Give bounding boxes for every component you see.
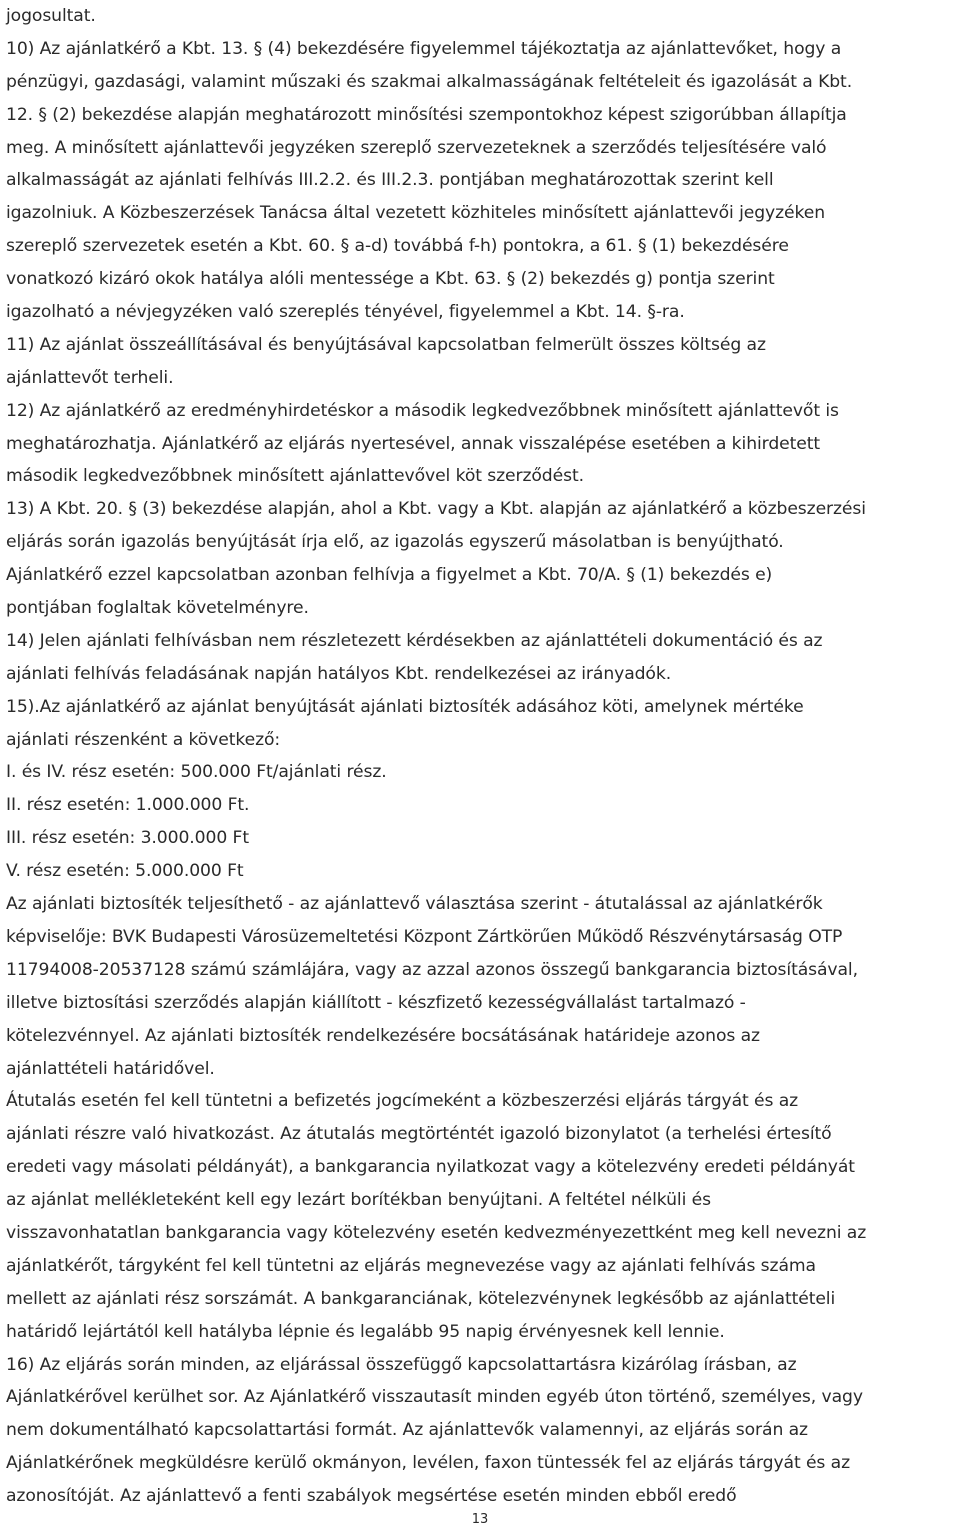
text-line: 12) Az ajánlatkérő az eredményhirdetéskor a második legkedvezőbbnek minősített ajánlattevőt is: [6, 400, 839, 421]
text-line: 11794008-20537128 számú számlájára, vagy az azzal azonos összegű bankgarancia biztosításával,: [6, 959, 858, 980]
text-line: ajánlati részre való hivatkozást. Az átutalás megtörténtét igazoló bizonylatot (a terhelési értesítő: [6, 1124, 832, 1145]
text-line: nem dokumentálható kapcsolattartási formát. Az ajánlattevők valamennyi, az eljárás során az: [6, 1420, 808, 1441]
text-line: Átutalás esetén fel kell tüntetni a befizetés jogcímeként a közbeszerzési eljárás tárgyát és az: [6, 1091, 799, 1112]
text-line: pénzügyi, gazdasági, valamint műszaki és szakmai alkalmasságának feltételeit és igazolását a Kbt.: [6, 71, 853, 92]
text-line: határidő lejártától kell hatályba lépnie és legalább 95 napig érvényesnek kell lennie.: [6, 1321, 725, 1342]
text-line: vonatkozó kizáró okok hatálya alóli mentessége a Kbt. 63. § (2) bekezdés g) pontja szerint: [6, 269, 775, 290]
text-line: 12. § (2) bekezdése alapján meghatározott minősítési szempontokhoz képest szigorúbban állapítja: [6, 104, 847, 125]
text-line: mellett az ajánlati rész sorszámát. A bankgaranciának, kötelezvénynek legkésőbb az ajánlattételi: [6, 1288, 836, 1309]
text-line: ajánlattételi határidővel.: [6, 1058, 215, 1079]
text-line: kötelezvénnyel. Az ajánlati biztosíték rendelkezésére bocsátásának határideje azonos az: [6, 1025, 760, 1046]
text-line: 11) Az ajánlat összeállításával és benyújtásával kapcsolatban felmerült összes költség az: [6, 334, 766, 355]
text-line: 15).Az ajánlatkérő az ajánlat benyújtását ajánlati biztosíték adásához köti, amelynek mértéke: [6, 696, 804, 717]
text-line: képviselője: BVK Budapesti Városüzemeltetési Központ Zártkörűen Működő Részvénytársaság OTP: [6, 926, 843, 947]
text-line: 13) A Kbt. 20. § (3) bekezdése alapján, ahol a Kbt. vagy a Kbt. alapján az ajánlatkérő a közbeszerzési: [6, 499, 866, 520]
text-line: Ajánlatkérővel kerülhet sor. Az Ajánlatkérő visszautasít minden egyéb úton történő, személyes, vagy: [6, 1387, 863, 1408]
text-line: igazolniuk. A Közbeszerzések Tanácsa által vezetett közhiteles minősített ajánlattevői jegyzéken: [6, 203, 826, 224]
text-line: meghatározhatja. Ajánlatkérő az eljárás nyertesével, annak visszalépése esetében a kihirdetett: [6, 433, 820, 454]
text-line: I. és IV. rész esetén: 500.000 Ft/ajánlati rész.: [6, 762, 387, 783]
body-text: [6, 0, 956, 1513]
text-line: az ajánlat mellékleteként kell egy lezárt borítékban benyújtani. A feltétel nélküli és: [6, 1190, 711, 1211]
text-line: II. rész esetén: 1.000.000 Ft.: [6, 795, 250, 816]
text-line: ajánlatkérőt, tárgyként fel kell tüntetni az eljárás megnevezése vagy az ajánlati felhívás száma: [6, 1255, 816, 1276]
text-line: 14) Jelen ajánlati felhívásban nem részletezett kérdésekben az ajánlattételi dokumentáció és az: [6, 630, 823, 651]
text-line: III. rész esetén: 3.000.000 Ft: [6, 828, 249, 849]
text-line: igazolható a névjegyzéken való szereplés tényével, figyelemmel a Kbt. 14. §-ra.: [6, 302, 685, 323]
text-line: eljárás során igazolás benyújtását írja elő, az igazolás egyszerű másolatban is benyújtható.: [6, 532, 784, 553]
page-number: 13: [471, 1512, 489, 1527]
text-line: 16) Az eljárás során minden, az eljárással összefüggő kapcsolattartásra kizárólag írásban, az: [6, 1354, 797, 1375]
text-line: meg. A minősített ajánlattevői jegyzéken szereplő szervezeteknek a szerződés teljesítésére való: [6, 137, 827, 158]
text-line: illetve biztosítási szerződés alapján kiállított - készfizető kezességvállalást tartalmazó -: [6, 992, 746, 1013]
text-line: pontjában foglaltak követelményre.: [6, 598, 309, 619]
text-line: eredeti vagy másolati példányát), a bankgarancia nyilatkozat vagy a kötelezvény eredeti példányát: [6, 1157, 855, 1178]
text-line: Ajánlatkérő ezzel kapcsolatban azonban felhívja a figyelmet a Kbt. 70/A. § (1) bekezdés e): [6, 565, 773, 586]
text-line: szereplő szervezetek esetén a Kbt. 60. § a-d) továbbá f-h) pontokra, a 61. § (1) bekezdésére: [6, 236, 789, 257]
text-line: visszavonhatatlan bankgarancia vagy kötelezvény esetén kedvezményezettként meg kell nevezni az: [6, 1222, 867, 1243]
text-line: ajánlati részenként a következő:: [6, 729, 281, 750]
text-line: jogosultat.: [6, 6, 96, 26]
text-line: V. rész esetén: 5.000.000 Ft: [6, 861, 244, 882]
text-line: Az ajánlati biztosíték teljesíthető - az ajánlattevő választása szerint - átutalással az ajánlatkérők: [6, 894, 823, 915]
text-line: 10) Az ajánlatkérő a Kbt. 13. § (4) bekezdésére figyelemmel tájékoztatja az ajánlattevőket, hogy a: [6, 38, 842, 59]
text-line: második legkedvezőbbnek minősített ajánlattevővel köt szerződést.: [6, 466, 584, 487]
text-line: azonosítóját. Az ajánlattevő a fenti szabályok megsértése esetén minden ebből eredő: [6, 1486, 737, 1507]
text-line: ajánlattevőt terheli.: [6, 367, 174, 388]
text-line: Ajánlatkérőnek megküldésre kerülő okmányon, levélen, faxon tüntessék fel az eljárás tárgyát és az: [6, 1453, 851, 1474]
text-line: ajánlati felhívás feladásának napján hatályos Kbt. rendelkezései az irányadók.: [6, 663, 672, 684]
text-line: alkalmasságát az ajánlati felhívás III.2.2. és III.2.3. pontjában meghatározottak szerint kell: [6, 170, 774, 191]
